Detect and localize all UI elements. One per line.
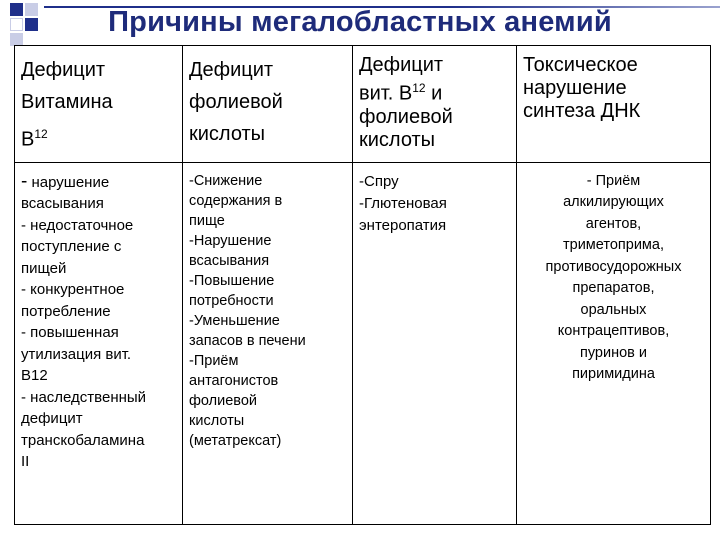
list-item: алкилирующих: [563, 194, 664, 211]
list-item: фолиевой: [189, 392, 258, 409]
cause-list: [359, 171, 510, 237]
cell-folate-causes: [183, 162, 353, 524]
list-item: - повышенная: [21, 324, 119, 342]
cause-list: [523, 171, 704, 386]
cause-list: [189, 171, 346, 451]
list-item: - Приём: [586, 172, 641, 189]
list-item: содержания в: [189, 192, 283, 209]
list-item: пиримидина: [572, 366, 655, 383]
superscript-12: 12: [34, 127, 48, 141]
header-line: синтеза ДНК: [523, 100, 641, 122]
list-item: - недостаточное: [21, 216, 134, 234]
header-line: фолиевой: [189, 91, 283, 113]
list-item: запасов в печени: [189, 332, 306, 349]
list-item: - наследственный: [21, 388, 147, 406]
list-item: антагонистов: [189, 372, 279, 389]
list-item: кислоты: [189, 412, 245, 429]
header-line: Витамина: [21, 91, 113, 113]
header-line: Токсическое: [523, 54, 638, 76]
header-line: кислоты: [189, 123, 266, 145]
list-item: поступление с: [21, 238, 122, 256]
header-line: Дефицит: [189, 59, 274, 81]
list-item: пище: [189, 212, 225, 229]
list-item: -Нарушение: [189, 232, 272, 249]
header-line: Дефицит: [21, 59, 106, 81]
list-item: всасывания: [189, 252, 270, 269]
header-line: [21, 118, 176, 156]
header-folate-deficiency: [183, 46, 353, 163]
list-item: препаратов,: [572, 280, 655, 297]
lead-dash: -: [21, 170, 28, 192]
list-item: -Повышение: [189, 272, 275, 289]
list-item: оральных: [580, 301, 647, 318]
header-line: кислоты: [359, 128, 436, 151]
list-item: дефицит: [21, 410, 83, 428]
list-item: - конкурентное: [21, 281, 125, 299]
header-text: вит. В: [359, 82, 413, 105]
list-text: нарушение: [27, 173, 110, 191]
list-item: пуринов и: [579, 344, 647, 361]
list-item: [21, 171, 176, 194]
list-item: всасывания: [21, 195, 104, 213]
list-item: В12: [21, 367, 48, 385]
cell-b12-causes: [15, 162, 183, 524]
list-item: агентов,: [585, 215, 642, 232]
list-item: -Глютеновая: [359, 194, 447, 212]
list-item: противосудорожных: [545, 258, 682, 275]
list-item: (метатрексат): [189, 432, 282, 449]
list-item: утилизация вит.: [21, 345, 132, 363]
list-item: потребности: [189, 292, 274, 309]
list-item: потребление: [21, 302, 111, 320]
list-item: -Спру: [359, 172, 399, 190]
slide-title: Причины мегалобластных анемий: [108, 6, 612, 38]
list-item: пищей: [21, 259, 67, 277]
cell-toxic-causes: [517, 162, 711, 524]
list-item: триметоприма,: [563, 237, 664, 254]
list-item: энтеропатия: [359, 216, 447, 234]
causes-table: [14, 45, 711, 525]
list-item: -Приём: [189, 352, 239, 369]
list-item: транскобаламина: [21, 431, 145, 449]
list-item: -Уменьшение: [189, 312, 280, 329]
cause-list: [21, 171, 176, 473]
list-item: -Снижение: [189, 172, 263, 189]
header-toxic-dna: [517, 46, 711, 163]
header-text: В: [21, 128, 35, 151]
header-line: нарушение: [523, 77, 627, 99]
header-line: фолиевой: [359, 105, 453, 128]
header-text: и: [425, 82, 443, 105]
superscript-12: 12: [412, 81, 426, 95]
list-item: контрацептивов,: [557, 323, 670, 340]
table-header-row: [15, 46, 711, 163]
list-item: II: [21, 453, 30, 471]
header-b12-deficiency: [15, 46, 183, 163]
header-combined-deficiency: [353, 46, 517, 163]
cell-combined-causes: [353, 162, 517, 524]
header-line: Дефицит: [359, 54, 444, 76]
table-body-row: [15, 162, 711, 524]
header-line: [359, 77, 510, 106]
